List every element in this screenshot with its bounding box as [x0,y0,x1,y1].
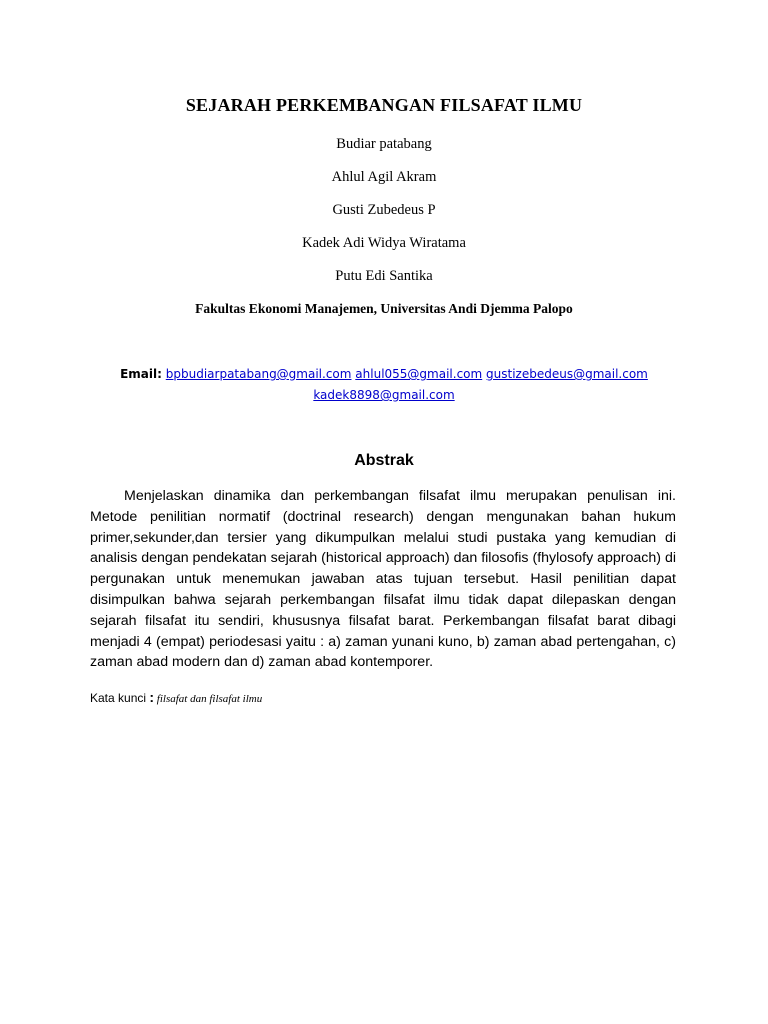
email-block [100,364,668,406]
keywords-colon: : [149,689,155,705]
abstract-heading: Abstrak [354,452,414,469]
email-link[interactable]: bpbudiarpatabang@gmail.com [165,367,352,381]
author-name: Ahlul Agil Akram [331,169,437,185]
email-link[interactable]: kadek8898@gmail.com [313,388,455,402]
paper-title: SEJARAH PERKEMBANGAN FILSAFAT ILMU [185,95,583,115]
author-name: Putu Edi Santika [335,268,433,284]
abstract-text: Menjelaskan dinamika dan perkembangan filsafat ilmu merupakan penulisan ini. Metode penilitian normatif (doctrinal research) dengan mengunakan bahan hukum primer,sekunder,dan tersier yang dikumpulkan melalui studi pustaka yang kemudian di analisis dengan pendekatan sejarah (historical approach) dan filosofis (fhylosofy approach) di pergunakan untuk menemukan jawaban atas tujuan tersebut. Hasil penilitian dapat disimpulkan bahwa sejarah perkembangan filsafat ilmu tidak dapat dilepaskan dengan sejarah filsafat itu sendiri, khususnya filsafat barat. Perkembangan filsafat barat dibagi menjadi 4 (empat) periodesasi yaitu : a) zaman yunani kuno, b) zaman abad pertengahan, c) zaman abad modern dan d) zaman abad kontemporer. [90,488,676,671]
author-name: Kadek Adi Widya Wiratama [302,235,466,251]
author-affiliation: Fakultas Ekonomi Manajemen, Universitas Andi Djemma Palopo [195,301,573,316]
email-link[interactable]: ahlul055@gmail.com [355,367,483,381]
keywords-value: filsafat dan filsafat ilmu [154,693,263,705]
author-name: Gusti Zubedeus P [332,202,436,218]
keywords-line [90,689,262,705]
email-label: Email: [120,367,162,381]
email-link[interactable]: gustizebedeus@gmail.com [486,367,648,381]
author-name: Budiar patabang [336,136,432,152]
keywords-label: Kata kunci [90,691,150,705]
